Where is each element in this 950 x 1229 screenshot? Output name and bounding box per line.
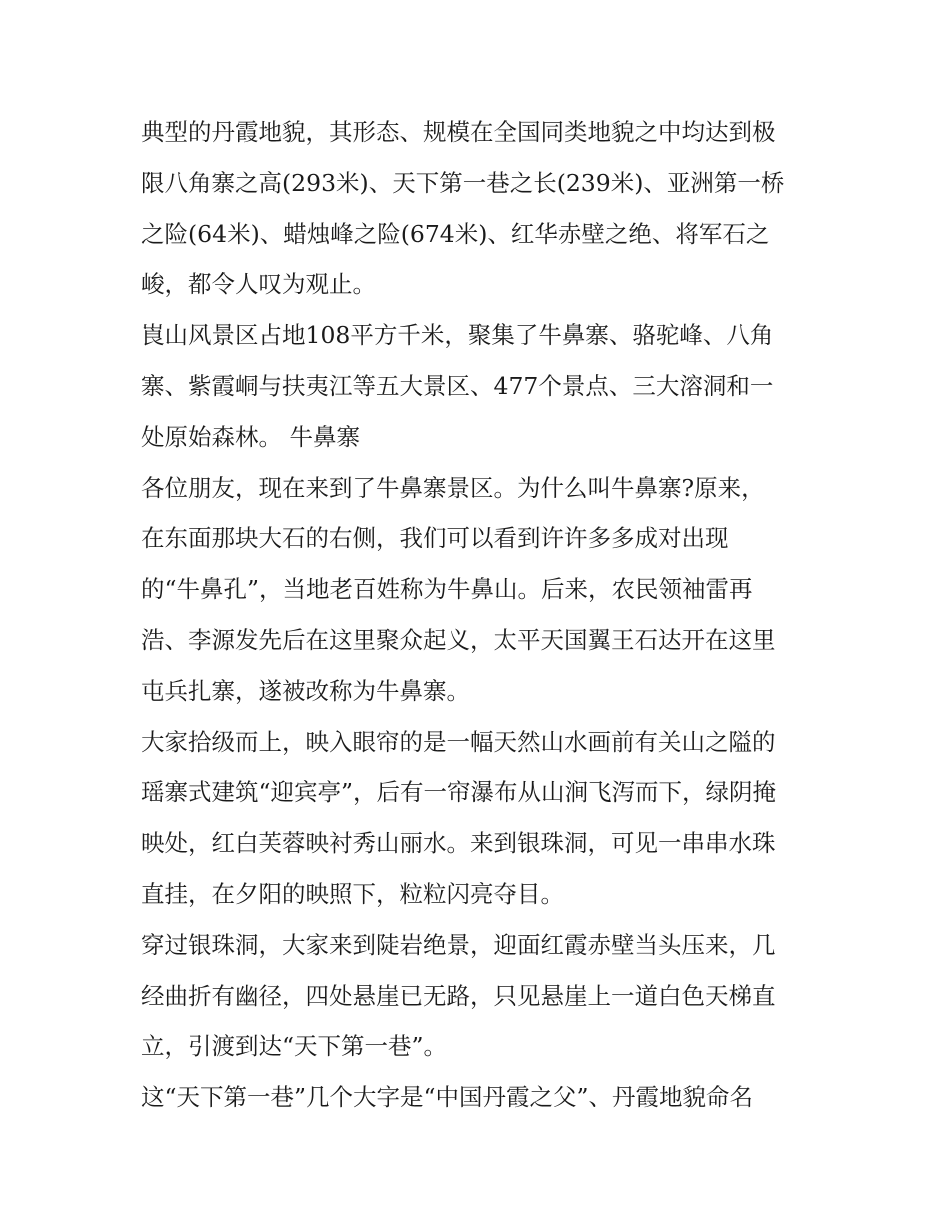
text-line: 直挂，在夕阳的映照下，粒粒闪亮夺目。 — [141, 879, 564, 908]
text-line: 浩、李源发先后在这里聚众起义，太平天国翼王石达开在这里 — [141, 625, 776, 654]
text-line: 立，引渡到达“天下第一巷”。 — [141, 1032, 448, 1061]
text-line: 屯兵扎寨，遂被改称为牛鼻寨。 — [141, 676, 470, 705]
text-line: 经曲折有幽径，四处悬崖已无路，只见悬崖上一道白色天梯直 — [141, 981, 776, 1010]
text-line: 在东面那块大石的右侧，我们可以看到许许多多成对出现 — [141, 524, 729, 553]
text-line: 峻，都令人叹为观止。 — [141, 270, 376, 299]
text-line: 限八角寨之高(293米)、天下第一巷之长(239米)、亚洲第一桥 — [141, 168, 785, 197]
text-line: 典型的丹霞地貌，其形态、规模在全国同类地貌之中均达到极 — [141, 118, 776, 146]
text-line: 崀山风景区占地108平方千米，聚集了牛鼻寨、骆驼峰、八角 — [141, 321, 774, 350]
body-text — [141, 107, 821, 1123]
text-line: 这“天下第一巷”几个大字是“中国丹霞之父”、丹霞地貌命名 — [141, 1083, 754, 1112]
text-line: 之险(64米)、蜡烛峰之险(674米)、红华赤壁之绝、将军石之 — [141, 219, 770, 248]
text-line: 瑶寨式建筑“迎宾亭”，后有一帘瀑布从山涧飞泻而下，绿阴掩 — [141, 778, 777, 807]
text-line: 映处，红白芙蓉映衬秀山丽水。来到银珠洞，可见一串串水珠 — [141, 829, 776, 858]
text-line: 的“牛鼻孔”，当地老百姓称为牛鼻山。后来，农民领袖雷再 — [141, 575, 753, 604]
text-line: 各位朋友，现在来到了牛鼻寨景区。为什么叫牛鼻寨?原来， — [141, 473, 765, 502]
text-line: 穿过银珠洞，大家来到陡岩绝景，迎面红霞赤壁当头压来，几 — [141, 930, 776, 959]
text-line: 大家拾级而上，映入眼帘的是一幅天然山水画前有关山之隘的 — [141, 727, 776, 756]
text-line: 寨、紫霞峒与扶夷江等五大景区、477个景点、三大溶洞和一 — [141, 371, 774, 400]
text-line: 处原始森林。 牛鼻寨 — [141, 422, 360, 451]
